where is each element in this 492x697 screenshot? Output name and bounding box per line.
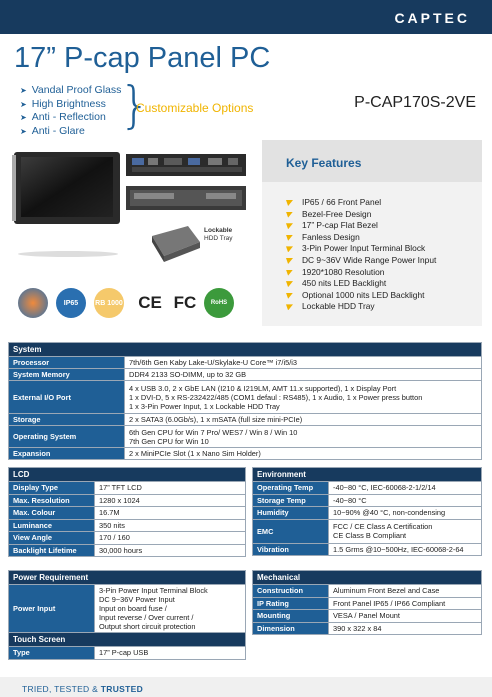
spec-value: 2 x MiniPCIe Slot (1 x Nano Sim Holder) — [125, 448, 482, 460]
header-bar — [0, 0, 492, 34]
spec-label: Max. Colour — [9, 507, 95, 520]
spec-label: Humidity — [253, 507, 329, 520]
spec-label: Display Type — [9, 482, 95, 495]
fcc-mark-icon: FC — [173, 293, 197, 312]
ip65-icon: IP65 — [56, 288, 86, 318]
spec-value: -40~80 °C, IEC-60068-2-1/2/14 — [329, 482, 482, 495]
section-heading: Mechanical — [253, 571, 482, 585]
brace-icon: } — [119, 76, 151, 134]
spec-value: DDR4 2133 SO-DIMM, up to 32 GB — [125, 369, 482, 381]
spec-value-line: Input reverse / Over current / — [99, 613, 194, 622]
section-heading: Environment — [253, 468, 482, 482]
system-section — [8, 342, 482, 460]
spec-value — [329, 519, 482, 543]
key-feature-item: Bezel-Free Design — [286, 209, 436, 221]
spec-label: Max. Resolution — [9, 494, 95, 507]
spec-label: Storage Temp — [253, 494, 329, 507]
section-heading: System — [9, 343, 482, 357]
mechanical-section — [252, 570, 482, 635]
section-heading: Touch Screen — [9, 633, 246, 647]
spec-value: 390 x 322 x 84 — [329, 622, 482, 635]
section-heading: Power Requirement — [9, 571, 246, 585]
spec-label: Mounting — [253, 610, 329, 623]
hdd-tray-image — [148, 222, 204, 264]
spec-value: 16.7M — [95, 507, 246, 520]
spec-value-line: 6th Gen CPU for Win 7 Pro/ WES7 / Win 8 / Win 10 — [129, 427, 298, 437]
spec-value-line: 1 x 3-Pin Power Input, 1 x Lockable HDD Tray — [129, 401, 280, 411]
lcd-section — [8, 467, 246, 557]
spec-label: External I/O Port — [9, 381, 125, 414]
key-features-title: Key Features — [286, 156, 362, 170]
brand-logo: CAPTEC — [394, 10, 470, 26]
spec-value-line: 7th Gen CPU for Win 10 — [129, 436, 209, 446]
spec-label: Operating Temp — [253, 482, 329, 495]
spec-value-line: FCC / CE Class A Certification — [333, 522, 433, 531]
power-section — [8, 570, 246, 660]
key-feature-item: Optional 1000 nits LED Backlight — [286, 290, 436, 302]
key-features-list — [286, 197, 436, 313]
customizable-options: Customizable Options — [136, 101, 254, 115]
model-number: P-CAP170S-2VE — [354, 94, 476, 111]
spec-value-line: Output short circuit protection — [99, 622, 196, 631]
page-title: 17” P-cap Panel PC — [14, 42, 271, 74]
tray-caption-line: Lockable — [204, 227, 233, 234]
spec-value — [95, 585, 246, 633]
footer-tagline — [22, 684, 143, 694]
spec-label: IP Rating — [253, 597, 329, 610]
key-feature-item: 17” P-cap Flat Bezel — [286, 220, 436, 232]
spec-value: 17” TFT LCD — [95, 482, 246, 495]
tray-caption-line: HDD Tray — [204, 234, 233, 242]
bullet-item: ➤ Anti - Reflection — [20, 111, 121, 125]
bullet-item: ➤ High Brightness — [20, 98, 121, 112]
spec-value — [125, 381, 482, 414]
spec-label: Vibration — [253, 543, 329, 556]
panel-pc-front-image — [12, 150, 124, 228]
rohs-icon: RoHS — [204, 288, 234, 318]
spec-value: 350 nits — [95, 519, 246, 532]
spec-value-line: CE Class B Compliant — [333, 531, 407, 540]
panel-pc-stand-shadow — [12, 248, 124, 260]
spec-label: System Memory — [9, 369, 125, 381]
section-heading: LCD — [9, 468, 246, 482]
spec-value: 30,000 hours — [95, 544, 246, 557]
bullet-item: ➤ Vandal Proof Glass — [20, 84, 121, 98]
spec-label: Power Input — [9, 585, 95, 633]
spec-label: Luminance — [9, 519, 95, 532]
key-features-header — [262, 140, 482, 182]
rear-io-image — [124, 146, 248, 182]
ce-mark-icon: CE — [138, 293, 162, 312]
spec-value: Aluminum Front Bezel and Case — [329, 585, 482, 598]
spec-label: Operating System — [9, 426, 125, 448]
rugged-icon — [18, 288, 48, 318]
key-feature-item: DC 9~36V Wide Range Power Input — [286, 255, 436, 267]
spec-value-line: Input on board fuse / — [99, 604, 167, 613]
spec-label: View Angle — [9, 532, 95, 545]
feature-bullets — [20, 84, 121, 138]
spec-value-line: DC 9~36V Power Input — [99, 595, 175, 604]
spec-value: 1280 x 1024 — [95, 494, 246, 507]
spec-label: Type — [9, 647, 95, 660]
key-feature-item: Lockable HDD Tray — [286, 301, 436, 313]
spec-value: 170 / 160 — [95, 532, 246, 545]
spec-value: -40~80 °C — [329, 494, 482, 507]
environment-section — [252, 467, 482, 556]
key-feature-item: 450 nits LED Backlight — [286, 278, 436, 290]
key-feature-item: 3-Pin Power Input Terminal Block — [286, 243, 436, 255]
brightness-icon: RB 1000 — [94, 288, 124, 318]
spec-label: Processor — [9, 357, 125, 369]
spec-label: Backlight Lifetime — [9, 544, 95, 557]
side-io-image — [124, 182, 248, 214]
tray-caption — [204, 227, 233, 242]
spec-value: Front Panel IP65 / IP66 Compliant — [329, 597, 482, 610]
spec-value-line: 4 x USB 3.0, 2 x GbE LAN (I210 & I219LM, AMT 11.x supported), 1 x Display Port — [129, 383, 397, 393]
spec-value-line: 3-Pin Power Input Terminal Block — [99, 586, 208, 595]
key-feature-item: 1920*1080 Resolution — [286, 267, 436, 279]
key-feature-item: Fanless Design — [286, 232, 436, 244]
spec-value: VESA / Panel Mount — [329, 610, 482, 623]
spec-label: Expansion — [9, 448, 125, 460]
spec-value: 10~90% @40 °C, non-condensing — [329, 507, 482, 520]
spec-value — [125, 426, 482, 448]
spec-label: Construction — [253, 585, 329, 598]
footer-bold-text: TRUSTED — [100, 684, 144, 694]
spec-label: Dimension — [253, 622, 329, 635]
spec-value: 1.5 Grms @10~500Hz, IEC-60068-2-64 — [329, 543, 482, 556]
spec-label: EMC — [253, 519, 329, 543]
bullet-item: ➤ Anti - Glare — [20, 125, 121, 139]
spec-value-line: 1 x DVI-D, 5 x RS-232422/485 (COM1 defaul : RS485), 1 x Audio, 1 x Power press button — [129, 392, 423, 402]
spec-value: 17” P-cap USB — [95, 647, 246, 660]
key-feature-item: IP65 / 66 Front Panel — [286, 197, 436, 209]
spec-value: 7th/6th Gen Kaby Lake-U/Skylake-U Core™ i7/i5/i3 — [125, 357, 482, 369]
spec-value: 2 x SATA3 (6.0Gb/s), 1 x mSATA (full size mini-PCIe) — [125, 414, 482, 426]
footer-text: TRIED, TESTED & — [22, 684, 101, 694]
spec-label: Storage — [9, 414, 125, 426]
